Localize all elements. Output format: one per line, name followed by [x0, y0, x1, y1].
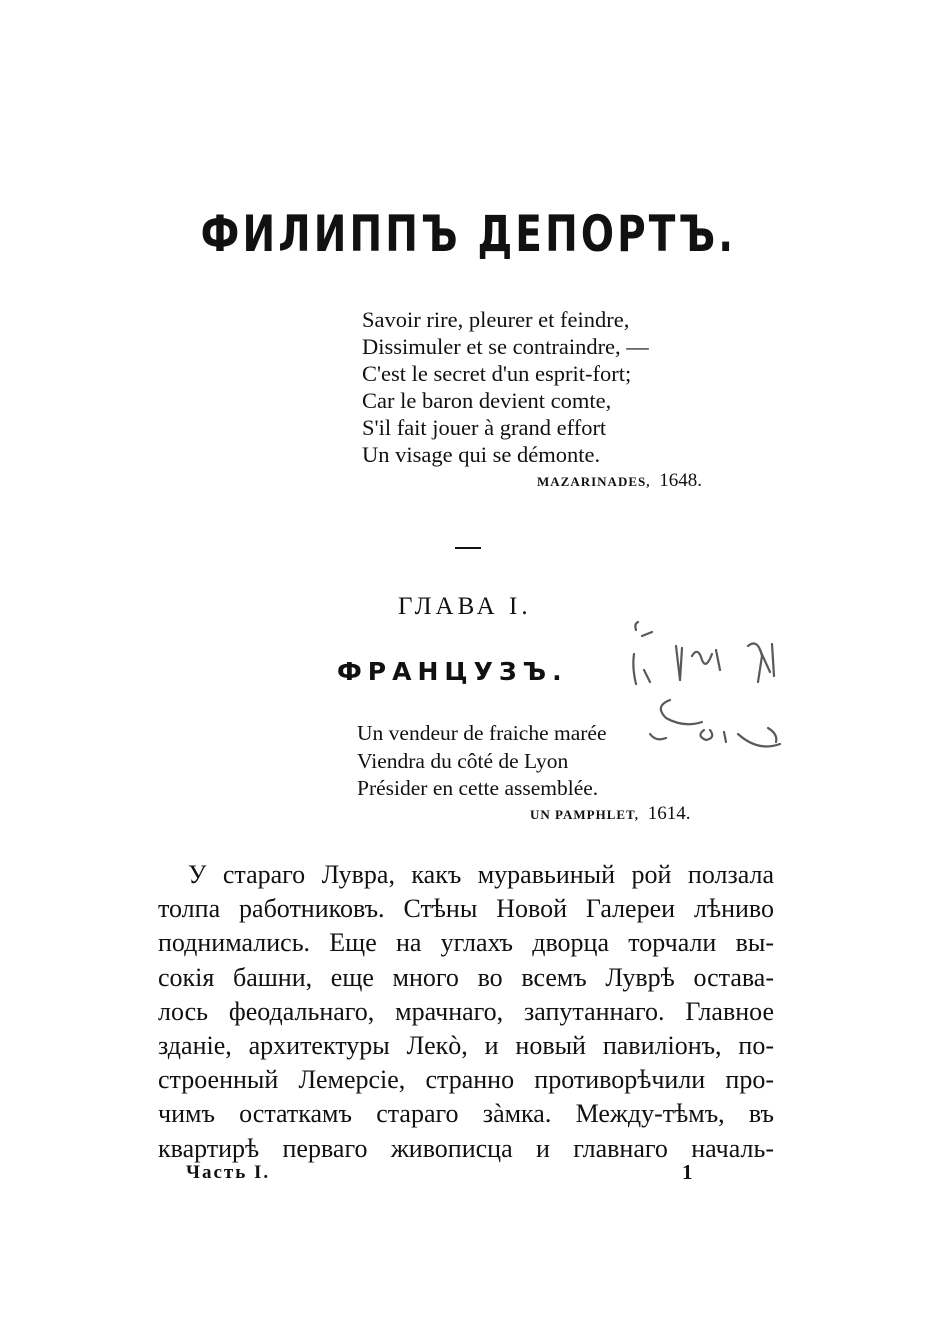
body-line: чимъ остаткамъ стараго зàмка. Между-тѣмъ, въ — [158, 1099, 774, 1129]
library-stamp — [620, 610, 790, 770]
epigraph-line: Un visage qui se démonte. — [362, 442, 601, 467]
body-line: толпа работниковъ. Стѣны Новой Галереи лѣниво — [158, 894, 774, 924]
epigraph-source-year: 1614. — [647, 803, 691, 824]
epigraph-line: Savoir rire, pleurer et feindre, — [362, 307, 630, 332]
epigraph-source — [537, 470, 702, 492]
section-separator — [455, 547, 481, 549]
body-line: зданіе, архитектуры Лекò, и новый павиліонъ, по- — [158, 1031, 774, 1061]
epigraph-line: C'est le secret d'un esprit-fort; — [362, 361, 632, 386]
body-line: сокія башни, еще много во всемъ Луврѣ остава- — [158, 962, 774, 992]
epigraph-line: Car le baron devient comte, — [362, 388, 612, 413]
epigraph-verse — [357, 720, 607, 803]
body-line: строенный Лемерсіе, странно противорѣчили про- — [158, 1065, 774, 1095]
body-line: лось феодальнаго, мрачнаго, запутаннаго. Главное — [158, 996, 774, 1026]
epigraph-line: Présider en cette assemblée. — [357, 776, 599, 800]
signature-mark: Часть I. — [186, 1162, 271, 1183]
epigraph-verse — [362, 306, 649, 468]
body-line: квартирѣ перваго живописца и главнаго началь- — [158, 1133, 774, 1163]
epigraph-source-year: 1648. — [659, 470, 702, 491]
chapter-number: ГЛАВА I. — [398, 593, 532, 620]
epigraph-line: Un vendeur de fraiche marée — [357, 721, 607, 745]
epigraph-line: Viendra du côté de Lyon — [357, 748, 569, 773]
book-title: ФИЛИППЪ ДЕПОРТЪ. — [200, 205, 737, 263]
epigraph-line: S'il fait jouer à grand effort — [362, 415, 607, 440]
body-paragraph — [158, 858, 774, 1166]
epigraph-source — [530, 803, 691, 825]
epigraph-line: Dissimuler et se contraindre, — — [362, 334, 649, 359]
epigraph-source-name: MAZARINADES, — [537, 474, 651, 489]
page-number: 1 — [682, 1160, 693, 1184]
body-line: поднимались. Еще на углахъ дворца торчали вы- — [158, 928, 774, 958]
body-line: У стараго Лувра, какъ муравьиный рой ползала — [188, 860, 774, 889]
chapter-title: ФРАНЦУЗЪ. — [337, 657, 568, 686]
epigraph-source-name: UN PAMPHLET, — [530, 807, 640, 822]
